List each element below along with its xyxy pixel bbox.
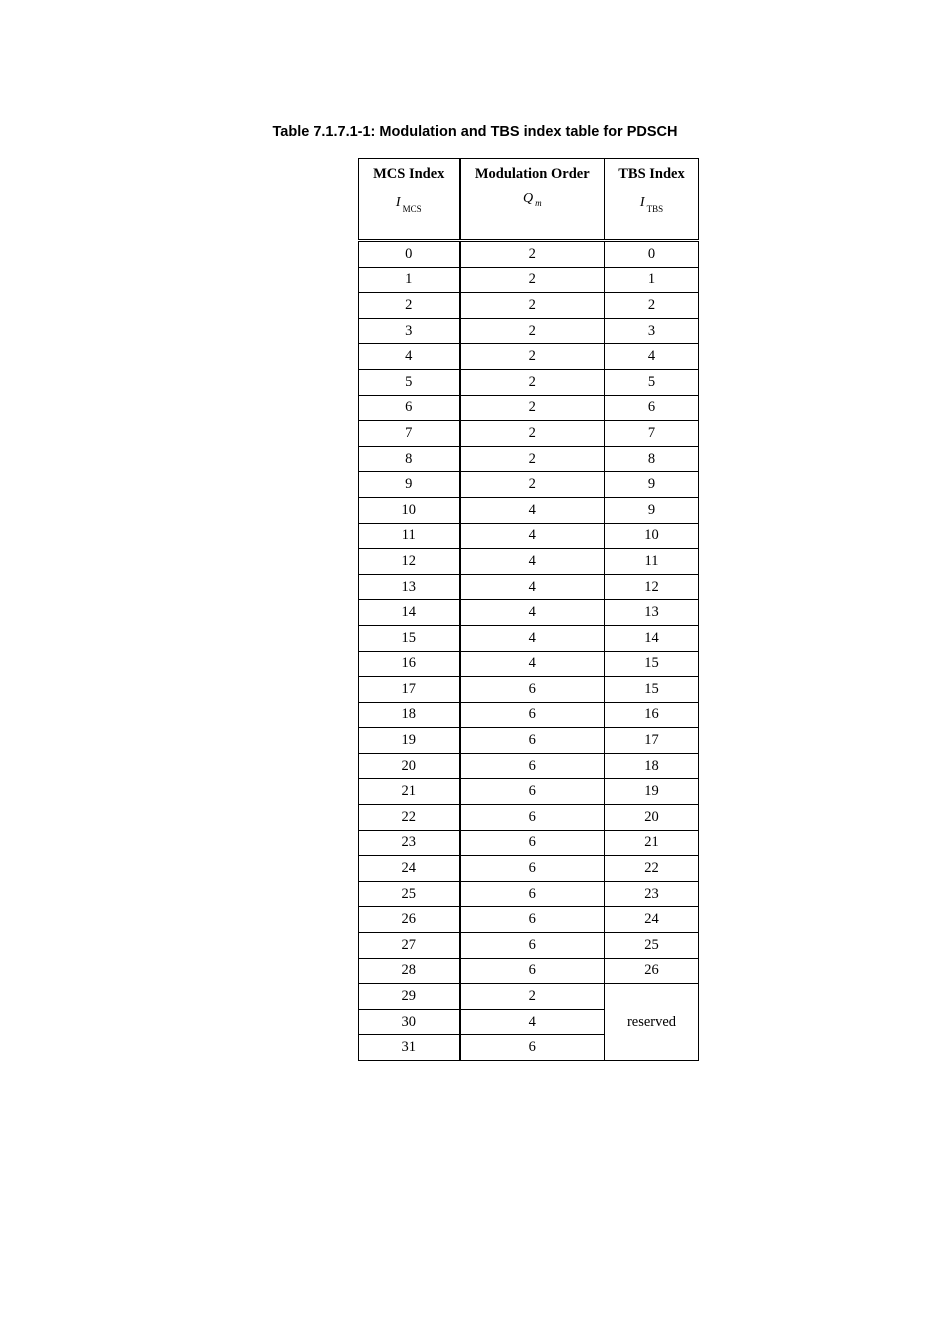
header-label: Modulation Order bbox=[474, 166, 590, 182]
mcs-index-cell: 24 bbox=[359, 856, 460, 882]
tbs-index-cell: 8 bbox=[605, 446, 699, 472]
table-body bbox=[359, 241, 699, 1061]
tbs-index-cell: 26 bbox=[605, 958, 699, 984]
modulation-order-cell: 2 bbox=[460, 446, 605, 472]
modulation-order-cell: 4 bbox=[460, 523, 605, 549]
header-symbol: Q $_m$ bbox=[522, 191, 542, 208]
mcs-index-cell: 23 bbox=[359, 830, 460, 856]
table-row bbox=[359, 472, 699, 498]
tbs-index-cell: 2 bbox=[605, 293, 699, 319]
modulation-order-cell: 2 bbox=[460, 984, 605, 1010]
modulation-order-cell: 6 bbox=[460, 779, 605, 805]
table-row bbox=[359, 600, 699, 626]
mcs-index-cell: 25 bbox=[359, 881, 460, 907]
modulation-order-cell: 6 bbox=[460, 933, 605, 959]
table-row bbox=[359, 497, 699, 523]
tbs-index-cell: 15 bbox=[605, 651, 699, 677]
table-row bbox=[359, 369, 699, 395]
mcs-index-cell: 14 bbox=[359, 600, 460, 626]
mcs-index-cell: 6 bbox=[359, 395, 460, 421]
header-label: TBS Index bbox=[618, 166, 685, 182]
modulation-order-cell: 2 bbox=[460, 395, 605, 421]
header-symbol: I $_{TBS}$ bbox=[639, 195, 664, 214]
header-modulation-order bbox=[460, 159, 605, 241]
mcs-index-cell: 9 bbox=[359, 472, 460, 498]
table-row bbox=[359, 933, 699, 959]
modulation-order-cell: 4 bbox=[460, 549, 605, 575]
table-row bbox=[359, 907, 699, 933]
modulation-order-cell: 6 bbox=[460, 805, 605, 831]
mcs-index-cell: 31 bbox=[359, 1035, 460, 1061]
modulation-order-cell: 2 bbox=[460, 344, 605, 370]
table-row bbox=[359, 267, 699, 293]
modulation-order-cell: 2 bbox=[460, 318, 605, 344]
tbs-index-cell: 17 bbox=[605, 728, 699, 754]
mcs-index-cell: 4 bbox=[359, 344, 460, 370]
header-tbs-index bbox=[605, 159, 699, 241]
tbs-index-cell: 10 bbox=[605, 523, 699, 549]
mcs-index-cell: 22 bbox=[359, 805, 460, 831]
table-row bbox=[359, 677, 699, 703]
tbs-index-cell: 9 bbox=[605, 472, 699, 498]
modulation-order-cell: 2 bbox=[460, 241, 605, 268]
modulation-order-cell: 2 bbox=[460, 267, 605, 293]
table-row bbox=[359, 728, 699, 754]
modulation-order-cell: 4 bbox=[460, 497, 605, 523]
table-row bbox=[359, 446, 699, 472]
tbs-index-cell: 5 bbox=[605, 369, 699, 395]
tbs-index-cell: 15 bbox=[605, 677, 699, 703]
table-row bbox=[359, 958, 699, 984]
modulation-order-cell: 6 bbox=[460, 1035, 605, 1061]
modulation-order-cell: 6 bbox=[460, 881, 605, 907]
mcs-index-cell: 1 bbox=[359, 267, 460, 293]
mcs-table bbox=[358, 158, 699, 1061]
mcs-index-cell: 19 bbox=[359, 728, 460, 754]
table-row bbox=[359, 293, 699, 319]
mcs-index-cell: 5 bbox=[359, 369, 460, 395]
mcs-index-cell: 10 bbox=[359, 497, 460, 523]
table-row bbox=[359, 421, 699, 447]
modulation-order-cell: 6 bbox=[460, 753, 605, 779]
tbs-index-cell: 19 bbox=[605, 779, 699, 805]
table-row bbox=[359, 805, 699, 831]
mcs-index-cell: 21 bbox=[359, 779, 460, 805]
table-row bbox=[359, 549, 699, 575]
modulation-order-cell: 6 bbox=[460, 677, 605, 703]
table-row bbox=[359, 523, 699, 549]
table-row bbox=[359, 984, 699, 1010]
modulation-order-cell: 6 bbox=[460, 958, 605, 984]
tbs-index-cell: 16 bbox=[605, 702, 699, 728]
table-row bbox=[359, 318, 699, 344]
tbs-index-cell: 25 bbox=[605, 933, 699, 959]
reserved-cell: reserved bbox=[605, 984, 699, 1061]
modulation-order-cell: 4 bbox=[460, 1009, 605, 1035]
tbs-index-cell: 22 bbox=[605, 856, 699, 882]
tbs-index-cell: 24 bbox=[605, 907, 699, 933]
table-row bbox=[359, 651, 699, 677]
mcs-index-cell: 15 bbox=[359, 625, 460, 651]
modulation-order-cell: 6 bbox=[460, 702, 605, 728]
tbs-index-cell: 11 bbox=[605, 549, 699, 575]
modulation-order-cell: 2 bbox=[460, 472, 605, 498]
mcs-index-cell: 27 bbox=[359, 933, 460, 959]
tbs-index-cell: 18 bbox=[605, 753, 699, 779]
table-row bbox=[359, 881, 699, 907]
mcs-index-cell: 29 bbox=[359, 984, 460, 1010]
modulation-order-cell: 6 bbox=[460, 830, 605, 856]
mcs-index-cell: 13 bbox=[359, 574, 460, 600]
tbs-index-cell: 4 bbox=[605, 344, 699, 370]
tbs-index-cell: 7 bbox=[605, 421, 699, 447]
mcs-index-cell: 7 bbox=[359, 421, 460, 447]
mcs-index-cell: 20 bbox=[359, 753, 460, 779]
table-caption: Table 7.1.7.1-1: Modulation and TBS index table for PDSCH bbox=[272, 124, 678, 140]
header-row bbox=[359, 159, 699, 241]
modulation-order-cell: 4 bbox=[460, 574, 605, 600]
mcs-index-cell: 12 bbox=[359, 549, 460, 575]
header-mcs-index bbox=[359, 159, 460, 241]
modulation-order-cell: 4 bbox=[460, 651, 605, 677]
mcs-index-cell: 16 bbox=[359, 651, 460, 677]
header-symbol: I $_{MCS}$ bbox=[395, 195, 422, 214]
table-row bbox=[359, 241, 699, 268]
tbs-index-cell: 9 bbox=[605, 497, 699, 523]
mcs-index-cell: 26 bbox=[359, 907, 460, 933]
tbs-index-cell: 21 bbox=[605, 830, 699, 856]
mcs-index-cell: 0 bbox=[359, 241, 460, 268]
table-row bbox=[359, 625, 699, 651]
tbs-index-cell: 6 bbox=[605, 395, 699, 421]
mcs-index-cell: 18 bbox=[359, 702, 460, 728]
table-row bbox=[359, 395, 699, 421]
table-row bbox=[359, 856, 699, 882]
modulation-order-cell: 4 bbox=[460, 625, 605, 651]
mcs-index-cell: 8 bbox=[359, 446, 460, 472]
tbs-index-cell: 14 bbox=[605, 625, 699, 651]
tbs-index-cell: 1 bbox=[605, 267, 699, 293]
modulation-order-cell: 6 bbox=[460, 907, 605, 933]
modulation-order-cell: 2 bbox=[460, 293, 605, 319]
mcs-index-cell: 28 bbox=[359, 958, 460, 984]
tbs-index-cell: 13 bbox=[605, 600, 699, 626]
tbs-index-cell: 0 bbox=[605, 241, 699, 268]
mcs-index-cell: 2 bbox=[359, 293, 460, 319]
tbs-index-cell: 12 bbox=[605, 574, 699, 600]
tbs-index-cell: 3 bbox=[605, 318, 699, 344]
mcs-index-cell: 11 bbox=[359, 523, 460, 549]
tbs-index-cell: 23 bbox=[605, 881, 699, 907]
modulation-order-cell: 2 bbox=[460, 421, 605, 447]
table-row bbox=[359, 753, 699, 779]
table-row bbox=[359, 702, 699, 728]
table-row bbox=[359, 574, 699, 600]
table-row bbox=[359, 344, 699, 370]
modulation-order-cell: 4 bbox=[460, 600, 605, 626]
table-row bbox=[359, 779, 699, 805]
mcs-index-cell: 3 bbox=[359, 318, 460, 344]
modulation-order-cell: 2 bbox=[460, 369, 605, 395]
modulation-order-cell: 6 bbox=[460, 856, 605, 882]
tbs-index-cell: 20 bbox=[605, 805, 699, 831]
header-label: MCS Index bbox=[373, 166, 445, 182]
mcs-index-cell: 17 bbox=[359, 677, 460, 703]
mcs-index-cell: 30 bbox=[359, 1009, 460, 1035]
modulation-order-cell: 6 bbox=[460, 728, 605, 754]
table-row bbox=[359, 830, 699, 856]
